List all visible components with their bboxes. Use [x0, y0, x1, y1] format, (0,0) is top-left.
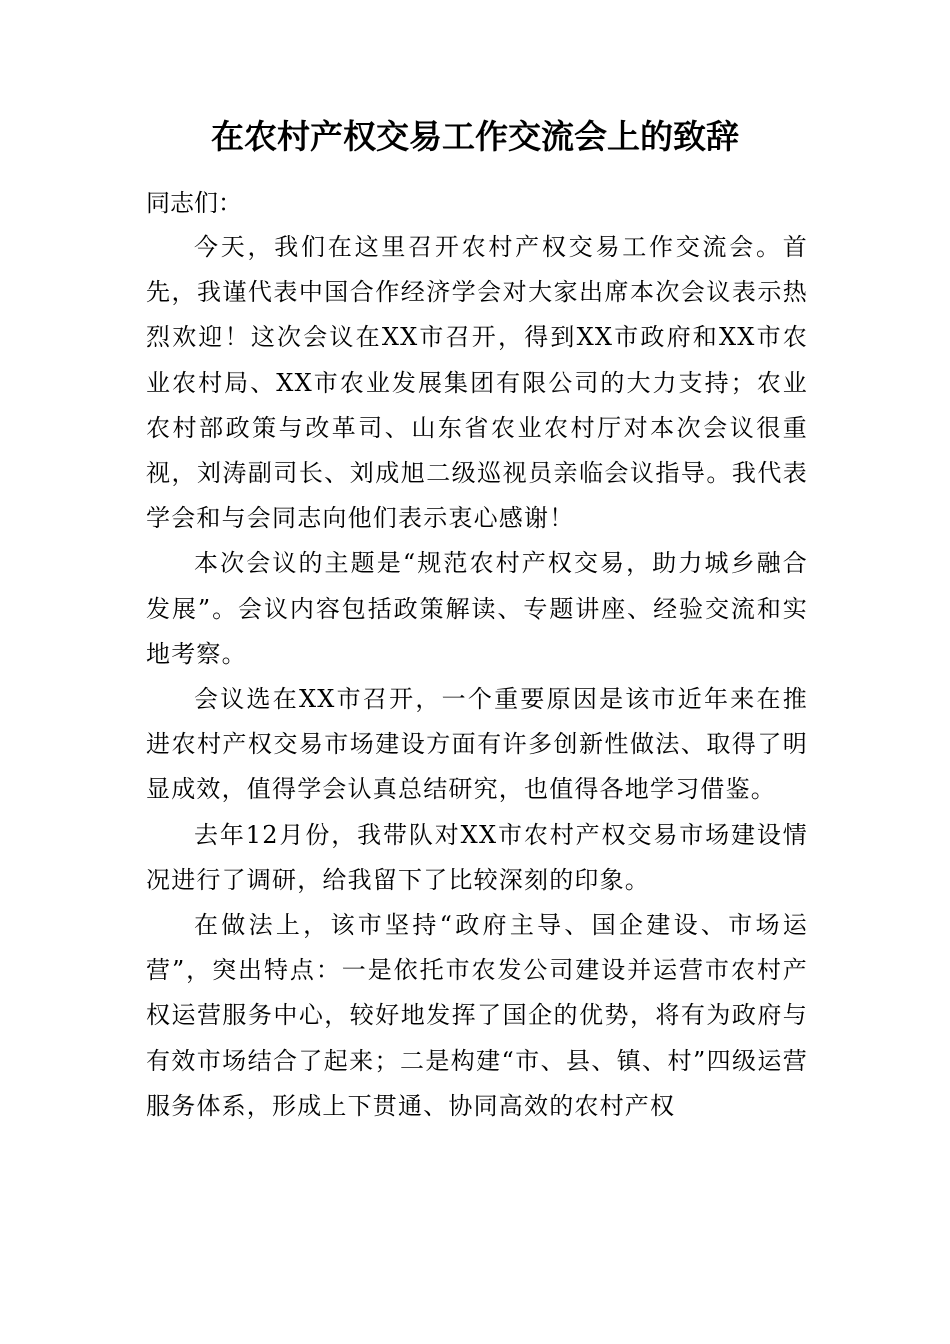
paragraph-venue: 会议选在XX市召开，一个重要原因是该市近年来在推进农村产权交易市场建设方面有许多创新性做法、取得了明显成效，值得学会认真总结研究，也值得各地学习借鉴。	[146, 685, 808, 804]
document-title: 在农村产权交易工作交流会上的致辞	[211, 117, 739, 156]
paragraph-welcome: 今天，我们在这里召开农村产权交易工作交流会。首先，我谨代表中国合作经济学会对大家出席本次会议表示热烈欢迎！这次会议在XX市召开，得到XX市政府和XX市农业农村局、XX市农业发展集团有限公司的大力支持；农业农村部政策与改革司、山东省农业农村厅对本次会议很重视，刘涛副司长、刘成旭二级巡视员亲临会议指导。我代表学会和与会同志向他们表示衷心感谢！	[146, 233, 808, 533]
salutation: 同志们：	[146, 189, 242, 217]
paragraph-theme: 本次会议的主题是“规范农村产权交易，助力城乡融合发展”。会议内容包括政策解读、专题讲座、经验交流和实地考察。	[146, 549, 808, 668]
paragraph-practices: 在做法上，该市坚持“政府主导、国企建设、市场运营”，突出特点：一是依托市农发公司建设并运营市农村产权运营服务中心，较好地发挥了国企的优势，将有为政府与有效市场结合了起来；二是构建“市、县、镇、村”四级运营服务体系，形成上下贯通、协同高效的农村产权	[146, 911, 808, 1120]
document-body	[146, 181, 808, 1129]
paragraph-survey: 去年12月份，我带队对XX市农村产权交易市场建设情况进行了调研，给我留下了比较深刻的印象。	[146, 820, 808, 894]
